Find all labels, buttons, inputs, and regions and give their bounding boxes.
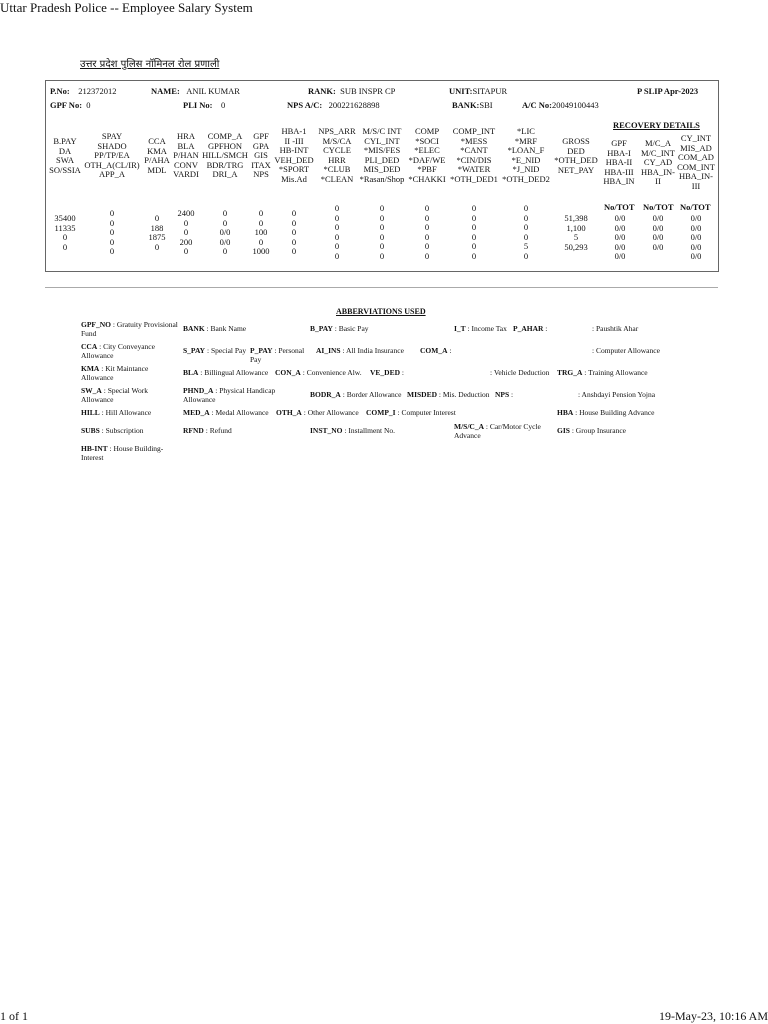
col-header: NPS_ARR M/S/CA CYCLE HRR *CLUB *CLEAN — [318, 126, 356, 184]
page-title: Uttar Pradesh Police -- Employee Salary System — [0, 0, 253, 15]
col-header: CCA KMA P/AHA MDL — [144, 136, 170, 175]
abbreviation-entry: M/S/C_A : Car/Motor Cycle Advance — [454, 422, 541, 440]
col-values: 0 0 0 0 0 — [291, 208, 297, 256]
bank-field: BANK:SBI — [452, 100, 493, 110]
page-count: 1 of 1 — [0, 1009, 28, 1023]
abbreviation-entry: NPS : — [495, 390, 514, 399]
account-field: A/C No:20049100443 — [522, 100, 599, 110]
abbreviation-entry: GIS : Group Insurance — [557, 426, 626, 435]
abbreviation-entry: KMA : Kit Maintance Allowance — [81, 364, 149, 382]
abbreviation-entry: VE_DED : — [370, 368, 404, 377]
abbreviation-entry: : Vehicle Deduction — [490, 368, 550, 377]
col-values: 0 188 1875 0 — [148, 213, 166, 252]
col-header: COMP *SOCI *ELEC *DAF/WE *PBF *CHAKKI — [408, 126, 446, 184]
col-header: GPF GPA GIS ITAX NPS — [251, 131, 271, 179]
salary-slip-box — [45, 80, 719, 272]
recovery-subheader: No/TOT — [604, 202, 635, 212]
abbreviation-entry: RFND : Refund — [183, 426, 232, 435]
col-header: GROSS DED *OTH_DED NET_PAY — [554, 136, 598, 175]
print-timestamp: 19-May-23, 10:16 AM — [659, 1009, 768, 1023]
col-header: HBA-1 II -III HB-INT VEH_DED *SPORT Mis.Ad — [274, 126, 314, 184]
abbreviation-entry: TRG_A : Training Allowance — [557, 368, 648, 377]
col-header: HRA BLA P/HAN CONV VARDI — [173, 131, 199, 179]
abbreviation-entry: CON_A : Convenience Alw. — [275, 368, 362, 377]
abbreviation-entry: COM_A : — [420, 346, 452, 355]
slip-label: P SLIP Apr-2023 — [637, 86, 699, 96]
col-values: 0 0 100 0 1000 — [252, 208, 270, 256]
abbreviation-entry: COMP_I : Computer Interest — [366, 408, 456, 417]
col-header: SPAY SHADO PP/TP/EA OTH_A(CL/IR) APP_A — [84, 131, 140, 179]
recovery-col-header: M/C_A M/C_INT CY_AD HBA_IN- II — [641, 138, 675, 186]
abbreviation-entry: PHND_A : Physical Handicap Allowance — [183, 386, 276, 404]
recovery-values: 0/0 0/0 0/0 0/0 0/0 — [614, 213, 626, 261]
abbreviation-entry: INST_NO : Installment No. — [310, 426, 396, 435]
abbreviation-entry: HILL : Hill Allowance — [81, 408, 152, 417]
abbreviation-entry: AI_INS : All India Insurance — [316, 346, 404, 355]
nps-field: NPS A/C: 200221628898 — [287, 100, 380, 110]
abbreviation-entry: : Anshdayi Pension Yojna — [578, 390, 656, 399]
abbreviation-entry: B_PAY : Basic Pay — [310, 324, 369, 333]
recovery-col-header: GPF HBA-I HBA-II HBA-III HBA_IN — [603, 138, 635, 186]
abbreviation-entry: GPF_NO : Gratuity Provisional Fund — [81, 320, 178, 338]
col-values: 35400 11335 0 0 — [54, 213, 76, 252]
recovery-values: 0/0 0/0 0/0 0/0 0/0 — [690, 213, 702, 261]
col-values: 0 0 0 0 0 0 — [334, 203, 340, 261]
col-header: M/S/C INT CYL_INT *MIS/FES PLI_DED MIS_DED *Rasan/Shop — [359, 126, 405, 184]
recovery-subheader: No/TOT — [680, 202, 711, 212]
abbreviation-entry: SUBS : Subscription — [81, 426, 144, 435]
abbreviation-entry: I_T : Income Tax — [454, 324, 507, 333]
rank-field: RANK: SUB INSPR CP — [308, 86, 396, 96]
recovery-values: 0/0 0/0 0/0 0/0 — [652, 213, 664, 252]
recovery-subheader: No/TOT — [643, 202, 674, 212]
abbreviation-entry: OTH_A : Other Allowance — [276, 408, 359, 417]
col-values: 0 0 0 0 0 0 — [471, 203, 477, 261]
col-header: COMP_A GPFHON HILL/SMCH BDR/TRG DRI_A — [202, 131, 248, 179]
divider — [45, 287, 718, 288]
abbreviation-entry: HBA : House Building Advance — [557, 408, 655, 417]
col-values: 51,398 1,100 5 50,293 — [564, 213, 588, 252]
abbreviation-entry: P_AHAR : — [513, 324, 548, 333]
unit-field: UNIT:SITAPUR — [449, 86, 508, 96]
abbreviation-entry: : Computer Allowance — [592, 346, 660, 355]
abbreviation-entry: CCA : City Conveyance Allowance — [81, 342, 155, 360]
col-header: COMP_INT *MESS *CANT *CIN/DIS *WATER *OTH_DED1 — [450, 126, 498, 184]
col-values: 0 0 0 0 0 0 — [424, 203, 430, 261]
abbreviation-entry: MED_A : Medal Allowance — [183, 408, 269, 417]
name-field: NAME: ANIL KUMAR — [151, 86, 240, 96]
pli-field: PLI No: 0 — [183, 100, 226, 110]
abbreviation-entry: SW_A : Special Work Allowance — [81, 386, 148, 404]
abbreviation-entry: S_PAY : Special Pay — [183, 346, 247, 355]
col-values: 0 0 0 0 0 0 — [379, 203, 385, 261]
abbreviation-entry: P_PAY : Personal Pay — [250, 346, 305, 364]
abbreviations-title: ABBERVIATIONS USED — [336, 307, 426, 316]
col-values: 0 0 0 0 5 0 — [523, 203, 529, 261]
abbreviation-entry: MISDED : Mis. Deduction — [407, 390, 490, 399]
abbreviation-entry: BODR_A : Border Allowance — [310, 390, 402, 399]
recovery-title: RECOVERY DETAILS — [613, 120, 700, 130]
col-header: *LIC *MRF *LOAN_F *E_NID *J_NID *OTH_DED2 — [502, 126, 550, 184]
col-values: 0 0 0/0 0/0 0 — [219, 208, 231, 256]
hindi-heading: उत्तर प्रदेश पुलिस नॉमिनल रोल प्रणाली — [80, 59, 220, 70]
col-header: B.PAY DA SWA SO/SSIA — [49, 136, 81, 175]
recovery-col-header: CY_INT MIS_AD COM_AD COM_INT HBA_IN- III — [677, 133, 715, 191]
abbreviation-entry: BANK : Bank Name — [183, 324, 247, 333]
abbreviation-entry: : Paushtik Ahar — [592, 324, 639, 333]
abbreviation-entry: HB-INT : House Building-Interest — [81, 444, 164, 462]
pno-field: P.No: 212372012 — [50, 86, 117, 96]
col-values: 2400 0 0 200 0 — [177, 208, 195, 256]
abbreviation-entry: BLA : Billingual Allowance — [183, 368, 269, 377]
col-values: 0 0 0 0 0 — [109, 208, 115, 256]
gpf-field: GPF No: 0 — [50, 100, 91, 110]
